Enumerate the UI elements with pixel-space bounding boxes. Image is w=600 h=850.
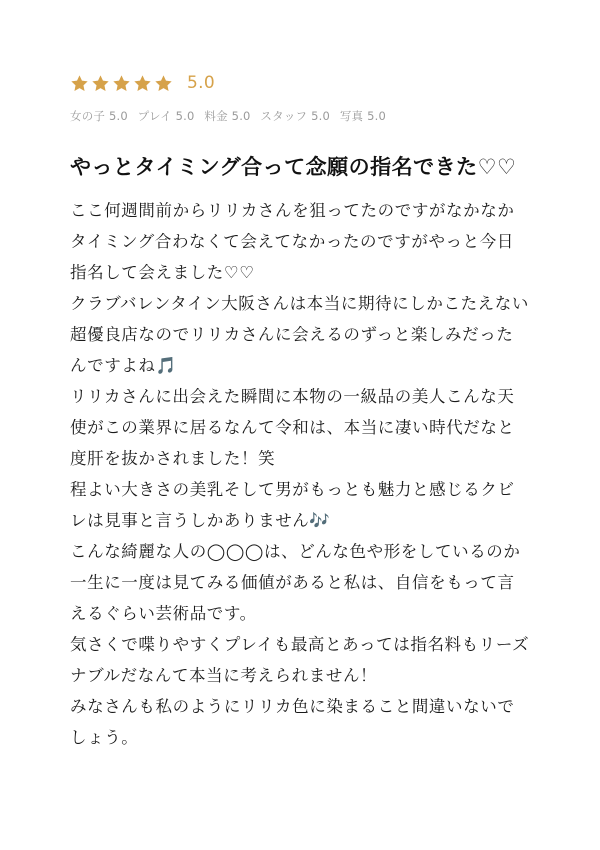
star-icon	[133, 74, 152, 93]
subscore-value: 5.0	[175, 109, 195, 123]
rating-score: 5.0	[187, 73, 215, 93]
subscore-label: 料金	[204, 109, 228, 123]
subscore-label: 女の子	[70, 109, 106, 123]
star-icon	[70, 74, 89, 93]
subscore-price	[204, 109, 250, 123]
subscore-value: 5.0	[311, 109, 330, 123]
review-card	[70, 68, 530, 753]
review-title: やっとタイミング合って念願の指名できた♡♡	[70, 155, 517, 179]
subscores	[70, 108, 530, 124]
star-rating	[70, 74, 173, 93]
star-icon	[154, 74, 173, 93]
star-icon	[112, 74, 131, 93]
subscore-value: 5.0	[108, 109, 128, 123]
subscore-staff	[260, 109, 330, 123]
subscore-label: 写真	[339, 109, 364, 123]
subscore-label: スタッフ	[260, 109, 308, 123]
subscore-label: プレイ	[137, 109, 172, 123]
subscore-value: 5.0	[367, 109, 386, 123]
subscore-play	[138, 109, 195, 123]
rating-row	[70, 68, 530, 98]
subscore-value: 5.0	[231, 109, 251, 123]
star-icon	[91, 74, 110, 93]
subscore-girl	[70, 109, 128, 123]
review-body: ここ何週間前からリリカさんを狙ってたのですがなかなかタイミング合わなくて会えてなかったのですがやっと今日指名して会えました♡♡ クラブバレンタイン大阪さんは本当に期待にしかこたえない超優良店なのでリリカさんに会えるのずっと楽しみだったんですよね🎵 リリカさんに出会えた瞬間に本物の一級品の美人こんな天使がこの業界に居るなんて令和は、本当に凄い時代だなと度肝を抜かされました！笑 程よい大きさの美乳そして男がもっとも魅力と感じるクビレは見事と言うしかありません🎶 こんな綺麗な人の◯◯◯は、どんな色や形をしているのか一生に一度は見てみる価値があると私は、自信をもって言えるぐらい芸術品です。 気さくで喋りやすくプレイも最高とあっては指名料もリーズナブルだなんて本当に考えられません！ みなさんも私のようにリリカ色に染まること間違いないでしょう。	[70, 201, 530, 747]
subscore-photo	[340, 109, 386, 123]
